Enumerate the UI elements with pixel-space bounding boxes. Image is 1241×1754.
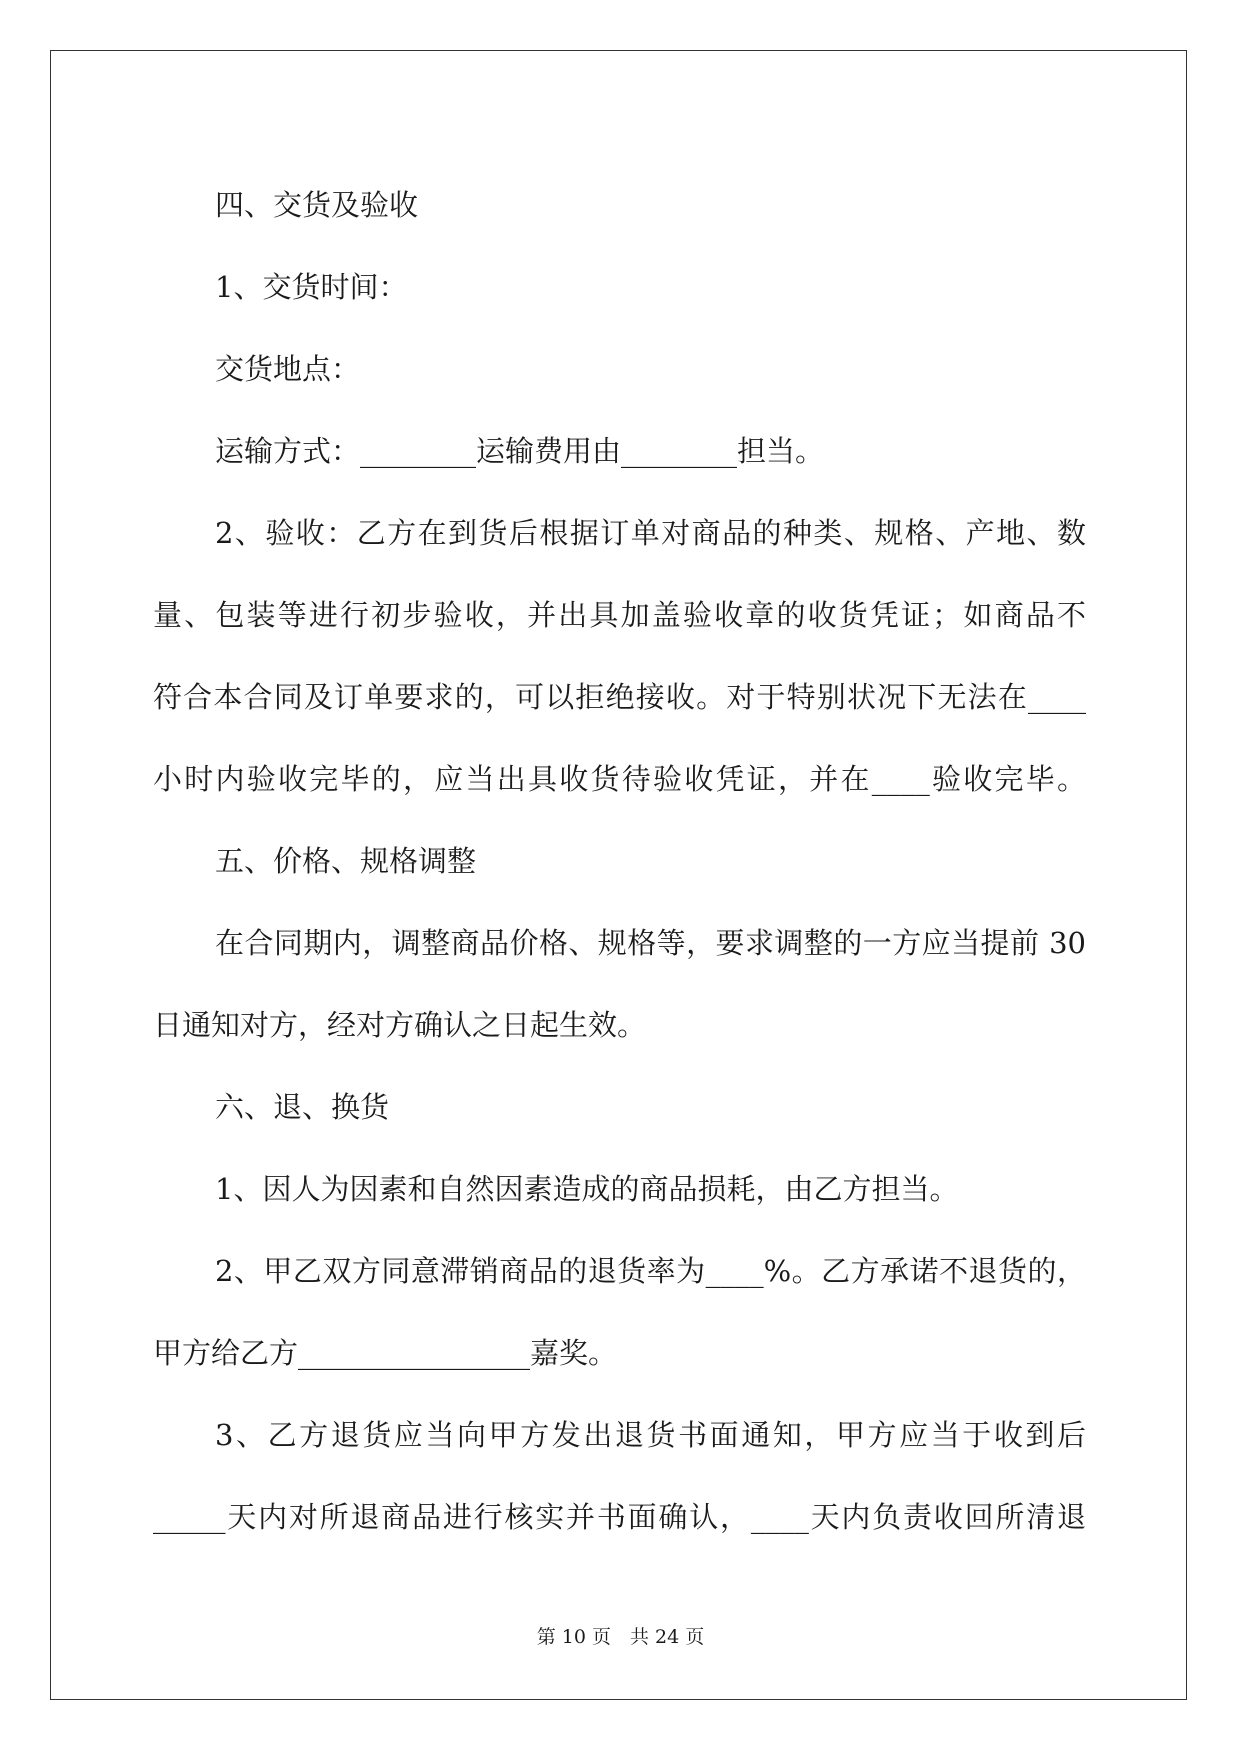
section-heading-delivery: 四、交货及验收 [215, 188, 419, 222]
paragraph-line: 1、因人为因素和自然因素造成的商品损耗，由乙方担当。 [215, 1172, 959, 1206]
paragraph-line: 量、包装等进行初步验收，并出具加盖验收章的收货凭证；如商品不 [153, 598, 1086, 632]
paragraph-line: 3、乙方退货应当向甲方发出退货书面通知，甲方应当于收到后 [215, 1418, 1086, 1452]
paragraph-line: 2、验收：乙方在到货后根据订单对商品的种类、规格、产地、数 [215, 516, 1086, 550]
paragraph-line: 甲方给乙方________________嘉奖。 [153, 1336, 618, 1370]
paragraph-line: 小时内验收完毕的，应当出具收货待验收凭证，并在____验收完毕。 [153, 762, 1086, 796]
paragraph-line: 交货地点： [215, 352, 361, 386]
section-heading-price: 五、价格、规格调整 [215, 844, 477, 878]
paragraph-line: 1、交货时间： [215, 270, 408, 304]
page-footer: 第 10 页 共 24 页 [536, 1626, 705, 1648]
paragraph-line: _____天内对所退商品进行核实并书面确认，____天内负责收回所清退 [153, 1500, 1086, 1534]
section-heading-returns: 六、退、换货 [215, 1090, 390, 1124]
document-body [153, 164, 1086, 1558]
paragraph-line: 2、甲乙双方同意滞销商品的退货率为____%。乙方承诺不退货的， [215, 1254, 1086, 1288]
paragraph-line: 在合同期内，调整商品价格、规格等，要求调整的一方应当提前 30 [215, 926, 1086, 960]
paragraph-line: 运输方式：________运输费用由________担当。 [215, 434, 825, 468]
paragraph-line: 日通知对方，经对方确认之日起生效。 [153, 1008, 647, 1042]
paragraph-line: 符合本合同及订单要求的，可以拒绝接收。对于特别状况下无法在____ [153, 680, 1086, 714]
